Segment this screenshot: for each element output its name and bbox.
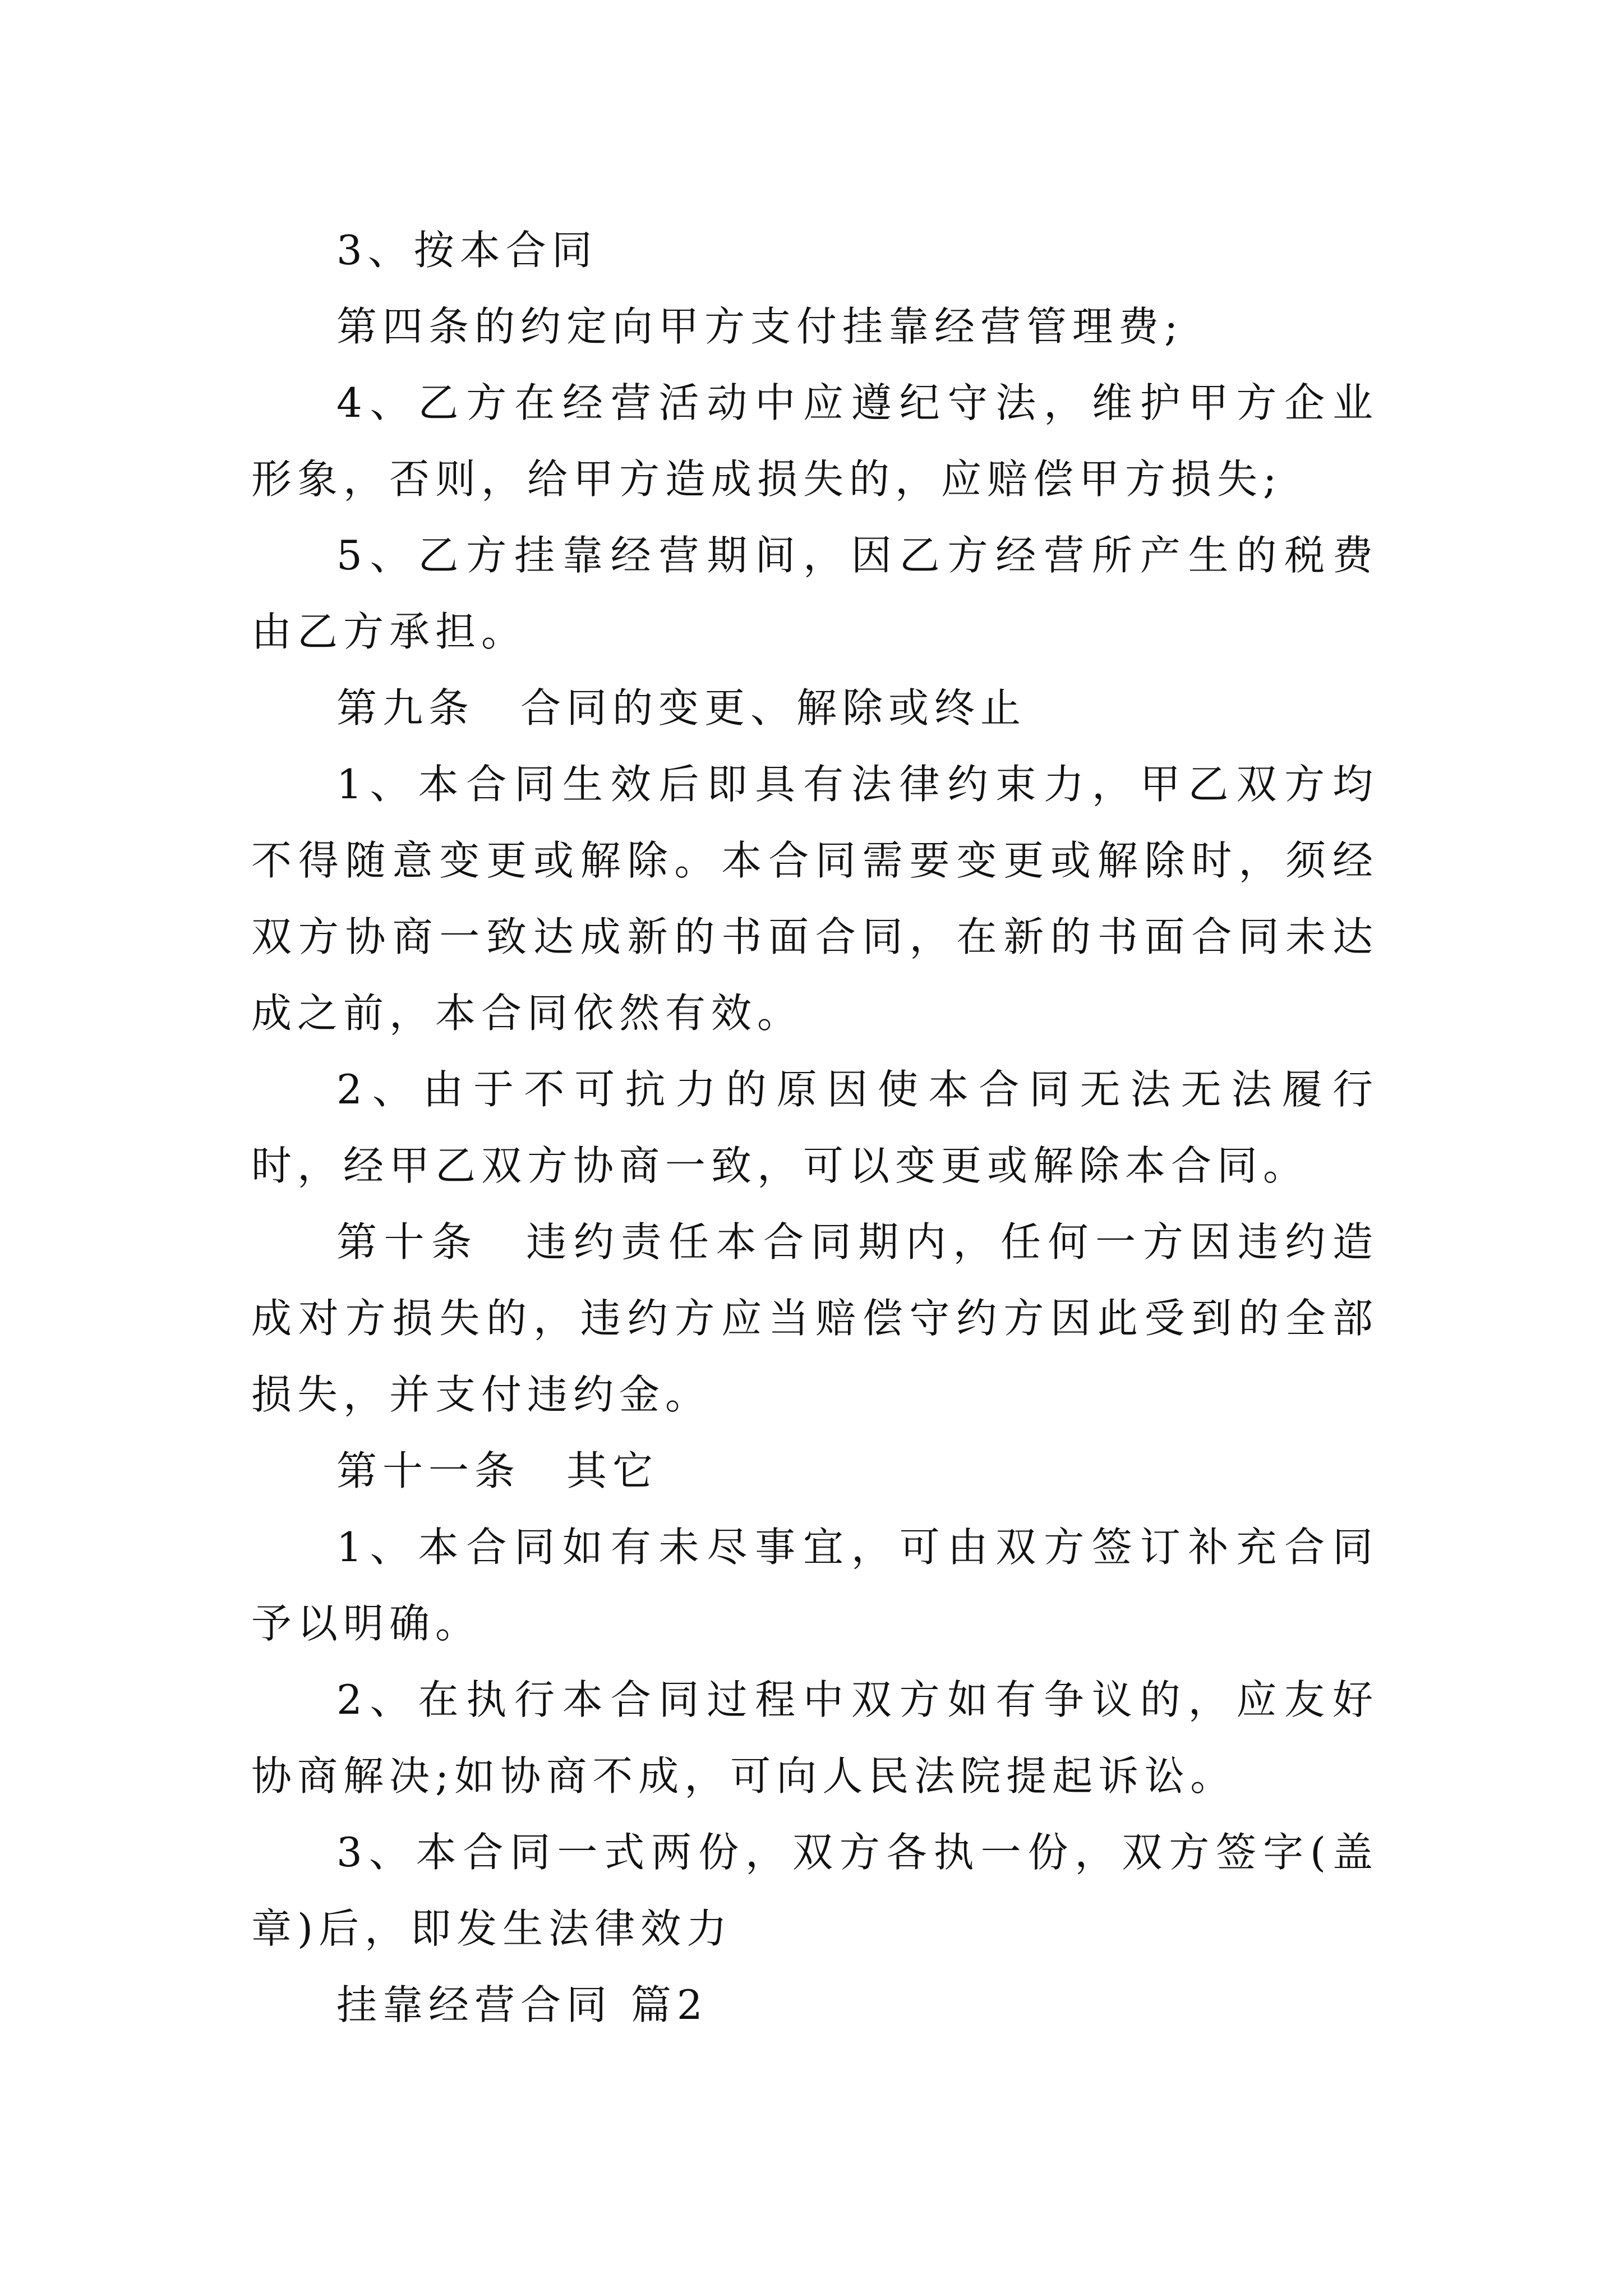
article-11-item-2: 2、在执行本合同过程中双方如有争议的，应友好协商解决;如协商不成，可向人民法院提起诉讼。 — [251, 1676, 1378, 1800]
paragraph-clause-4: 4、乙方在经营活动中应遵纪守法，维护甲方企业形象，否则，给甲方造成损失的，应赔偿甲方损失; — [251, 379, 1378, 503]
paragraph-clause-3-part2: 第四条的约定向甲方支付挂靠经营管理费; — [336, 303, 1184, 350]
section-title-part-2: 挂靠经营合同 篇2 — [336, 1981, 708, 2028]
document-body — [251, 212, 1378, 2043]
article-11-item-1: 1、本合同如有未尽事宜，可由双方签订补充合同予以明确。 — [251, 1524, 1378, 1647]
article-9-item-1: 1、本合同生效后即具有法律约束力，甲乙双方均不得随意变更或解除。本合同需要变更或解除时，须经双方协商一致达成新的书面合同，在新的书面合同未达成之前，本合同依然有效。 — [251, 761, 1378, 1037]
article-11-item-3: 3、本合同一式两份，双方各执一份，双方签字(盖章)后，即发生法律效力 — [251, 1829, 1378, 1952]
paragraph-clause-3-part1: 3、按本合同 — [336, 227, 598, 274]
paragraph-clause-5: 5、乙方挂靠经营期间，因乙方经营所产生的税费由乙方承担。 — [251, 532, 1378, 655]
article-11-heading: 第十一条 其它 — [336, 1447, 659, 1494]
article-9-item-2: 2、由于不可抗力的原因使本合同无法无法履行时，经甲乙双方协商一致，可以变更或解除本合同。 — [251, 1066, 1378, 1189]
article-9-heading: 第九条 合同的变更、解除或终止 — [336, 684, 1027, 731]
article-10-paragraph: 第十条 违约责任本合同期内，任何一方因违约造成对方损失的，违约方应当赔偿守约方因此受到的全部损失，并支付违约金。 — [251, 1218, 1378, 1418]
